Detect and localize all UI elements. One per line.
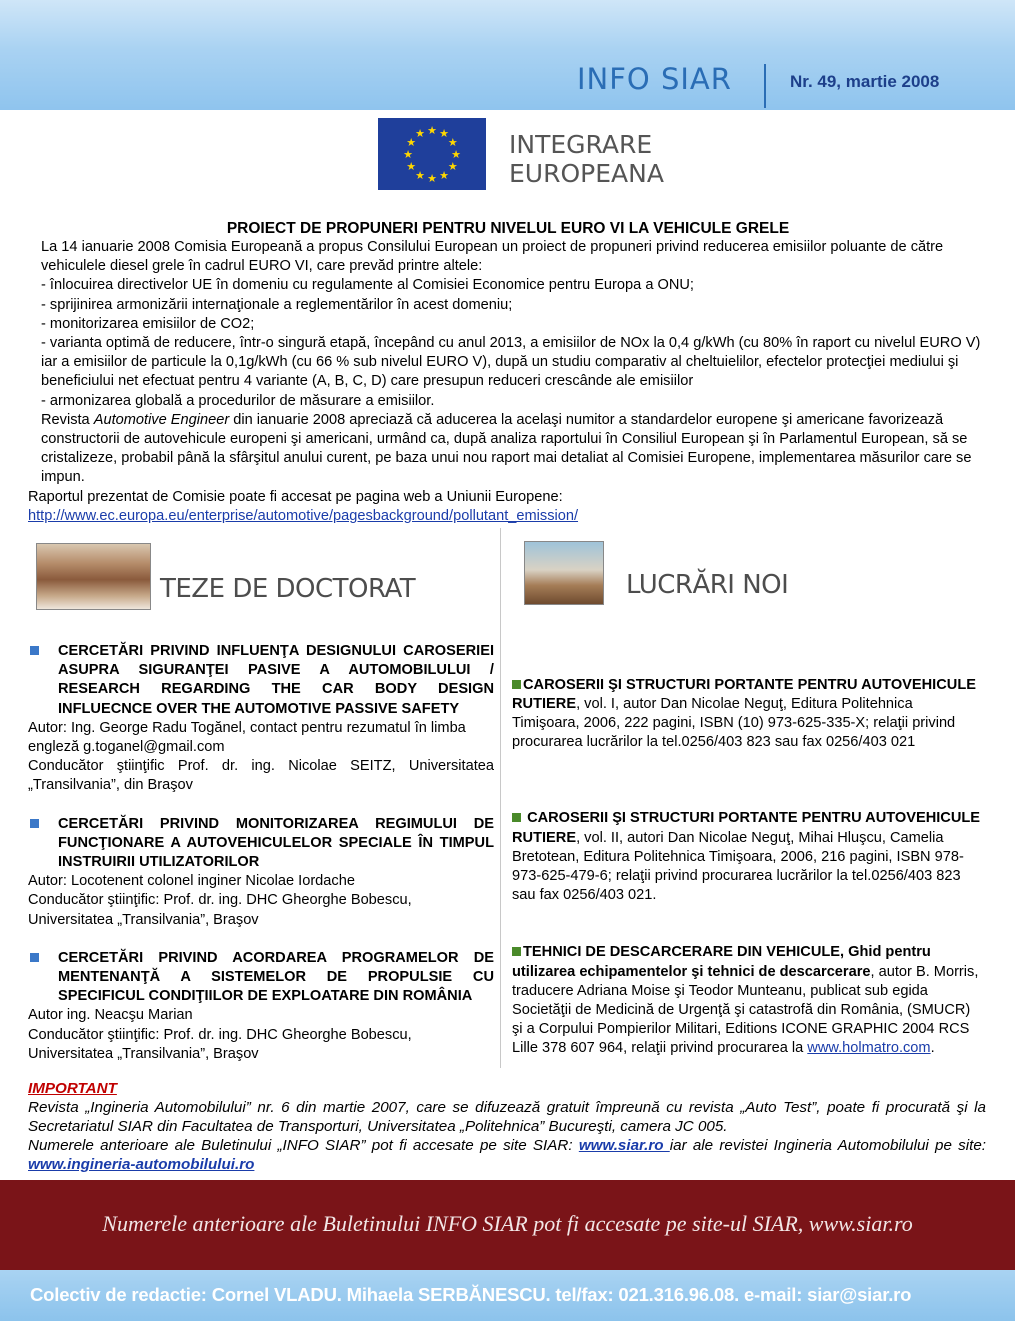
eu-title-line2: EUROPEANA (509, 159, 664, 188)
teze-item (28, 949, 494, 1064)
eu-flag-icon (378, 118, 486, 190)
teze-item-title: CERCETĂRI PRIVIND INFLUENŢA DESIGNULUI CAROSERIEI ASUPRA SIGURANŢEI PASIVE A AUTOMOBILULUI / RESEARCH REGARDING THE CAR BODY DESIGN INFLUECNCE OVER THE AUTOMOTIVE PASSIVE SAFETY (58, 643, 494, 717)
article-bullet: - sprijinirea armonizării internaţionale a reglementărilor în acest domeniu; (41, 296, 513, 313)
eu-star-icon: ★ (447, 161, 458, 173)
siar-link[interactable]: www.siar.ro (578, 1137, 670, 1154)
article-raport: Raportul prezentat de Comisie poate fi accesat pe pagina web a Uniunii Europene: (28, 488, 563, 505)
eu-star-icon: ★ (427, 125, 437, 137)
archive-banner-text: Numerele anterioare ale Buletinului INFO SIAR pot fi accesate pe site-ul SIAR, www.siar.ro (102, 1211, 913, 1236)
bullet-icon (512, 813, 521, 822)
article-bullet: - înlocuirea directivelor UE în domeniu cu regulamente al Comisiei Economice pentru Europa a ONU; (41, 277, 694, 294)
article-bullet: - armonizarea globală a procedurilor de măsurare a emisiilor. (41, 392, 435, 409)
issue-number: Nr. 49, martie 2008 (790, 72, 940, 91)
eu-star-icon: ★ (439, 169, 449, 182)
teze-item-advisor: Conducător ştiinţific Prof. dr. ing. Nicolae SEITZ, Universitatea „Transilvania”, din Braşov (28, 758, 494, 794)
teze-item-title: CERCETĂRI PRIVIND MONITORIZAREA REGIMULUI DE FUNCŢIONARE A AUTOVEHICULELOR SPECIALE ÎN TIMPUL INSTRUIRII UTILIZATORILOR (58, 815, 494, 871)
teze-item-author: Autor: Locotenent colonel inginer Nicolae Iordache (28, 873, 355, 890)
lucrari-item-details: , vol. I, autor Dan Nicolae Neguţ, Editura Politehnica Timişoara, 2006, 222 pagini, ISBN (10) 973-625-335-X; relaţii privind procurarea lucrărilor la tel.0256/403 823 sau fax 0256/403 021 (512, 695, 956, 751)
lucrari-item-title: CAROSERII ŞI STRUCTURI PORTANTE PENTRU AUTOVEHICULE RUTIERE (512, 810, 981, 846)
bullet-icon (512, 947, 521, 956)
holmatro-link[interactable]: www.holmatro.com (807, 1040, 931, 1057)
lucrari-item-end: . (930, 1040, 935, 1057)
lucrari-item (512, 943, 982, 1058)
eu-star-icon: ★ (447, 137, 458, 149)
eu-star-icon: ★ (406, 137, 417, 149)
teze-item-author: Autor: Ing. George Radu Togănel, contact pentru rezumatul în limba engleză g.toganel@gmail.com (28, 719, 466, 756)
important-paragraph: Revista „Ingineria Automobilului” nr. 6 din martie 2007, care se difuzează gratuit împreună cu revista „Auto Test”, poate fi procurată şi la Secretariatul SIAR din Facultatea de Transporturi, Universitatea „Politehnica” Bucureşti, camera JC 005. (28, 1099, 986, 1135)
eu-star-icon: ★ (427, 173, 437, 185)
lucrari-item-details: , vol. II, autori Dan Nicolae Neguţ, Mihai Hluşcu, Camelia Bretotean, Editura Politehnica Timişoara, 2006, 216 pagini, ISBN 978-973-625-479-6; relaţii privind procurarea lucrărilor la tel.0256/403 823 sau fax 0256/403 021. (512, 829, 964, 904)
lucrari-item-title: TEHNICI DE DESCARCERARE DIN VEHICULE, Ghid pentru utilizarea echipamentelor şi tehnici de descarcerare (512, 944, 931, 980)
section-title-teze: TEZE DE DOCTORAT (160, 574, 416, 604)
section-title-eu (509, 130, 664, 188)
teze-item (28, 642, 494, 796)
lucrari-item (512, 676, 982, 753)
eu-star-icon: ★ (451, 149, 461, 161)
header-band (0, 0, 1015, 110)
bullet-icon (30, 953, 39, 962)
important-label: IMPORTANT (28, 1080, 117, 1097)
article-bullet: - monitorizarea emisiilor de CO2; (41, 315, 255, 332)
article (28, 220, 988, 526)
footer-text: Colectiv de redactie: Cornel VLADU. Mihaela SERBĂNESCU. tel/fax: 021.316.96.08. e-mail: siar@siar.ro (30, 1284, 912, 1305)
revista-pre: Revista (41, 411, 94, 428)
article-link[interactable]: http://www.ec.europa.eu/enterprise/automotive/pagesbackground/pollutant_emission/ (28, 507, 579, 524)
article-title: PROIECT DE PROPUNERI PENTRU NIVELUL EURO VI LA VEHICULE GRELE (226, 220, 790, 237)
eu-star-icon: ★ (415, 128, 425, 141)
teze-item (28, 815, 494, 930)
section-title-lucrari: LUCRĂRI NOI (626, 570, 789, 600)
column-divider (500, 528, 501, 1068)
open-book-image (524, 541, 604, 605)
brand-title: INFO SIAR (577, 62, 732, 96)
lucrari-item (512, 809, 982, 905)
books-image (36, 543, 151, 610)
revista-post: din ianuarie 2008 apreciază că aducerea la acelaşi numitor a standardelor europene şi americane favorizează constructorii de autovehicule europeni şi americani, urmând ca, după analiza raportului în Consiliul European şi în Parlamentul European, să se cristalizeze, probabil până la sfârşitul anului curent, pe baza unui nou raport mai detaliat al Comisiei Europene, implementarea măsurilor care se impun. (41, 411, 972, 486)
article-paragraph: La 14 ianuarie 2008 Comisia Europeană a propus Consilului European un proiect de propuneri privind reducerea emisiilor poluante de către vehiculele diesel grele în cadrul EURO VI, care prevăd printre altele: (41, 239, 944, 275)
important-paragraph-2 (28, 1136, 986, 1174)
eu-title-line1: INTEGRARE (509, 130, 653, 159)
teze-item-author: Autor ing. Neacşu Marian (28, 1007, 193, 1024)
eu-star-icon: ★ (439, 128, 449, 141)
teze-item-advisor: Conducător ştiinţific: Prof. dr. ing. DHC Gheorghe Bobescu, Universitatea „Transilvania”, Braşov (28, 892, 412, 928)
bullet-icon (30, 819, 39, 828)
footer-band (0, 1270, 1015, 1321)
ingineria-link[interactable]: www.ingineria-automobilului.ro (28, 1156, 255, 1173)
teze-item-advisor: Conducător ştiinţific: Prof. dr. ing. DHC Gheorghe Bobescu, Universitatea „Transilvania”, Braşov (28, 1026, 412, 1062)
important-text: iar ale revistei Ingineria Automobilului pe site: (669, 1137, 986, 1154)
bullet-icon (512, 680, 521, 689)
important-text: Numerele anterioare ale Buletinului „INFO SIAR” pot fi accesate pe site SIAR: (28, 1137, 579, 1154)
teze-column (28, 642, 494, 1064)
teze-item-title: CERCETĂRI PRIVIND ACORDAREA PROGRAMELOR DE MENTENANŢĂ A SISTEMELOR DE PROPULSIE CU SPECIFICUL CONDIŢIILOR DE EXPLOATARE DIN ROMÂNIA (58, 949, 494, 1005)
bullet-icon (30, 646, 39, 655)
important-notice (28, 1079, 986, 1174)
archive-banner (0, 1180, 1015, 1270)
header-separator (764, 64, 766, 108)
lucrari-column (512, 661, 982, 1073)
eu-star-icon: ★ (415, 169, 425, 182)
lucrari-item-title: CAROSERII ŞI STRUCTURI PORTANTE PENTRU AUTOVEHICULE RUTIERE (512, 676, 976, 712)
revista-name: Automotive Engineer (93, 411, 230, 428)
article-bullet: - varianta optimă de reducere, într-o singură etapă, începând cu anul 2013, a emisiilor de NOx la 0,4 g/kWh (cu 80% în raport cu nivelul EURO V) iar a emisiilor de particule la 0,1g/kWh (cu 66 % sub nivelul EURO V), după un studiu comparativ al cheltuielilor, efectelor protecţiei mediului şi beneficiului net efectuat pentru 4 variante (A, B, C, D) care presupun reduceri crescânde ale emisiilor (41, 335, 981, 390)
lucrari-item-details: , autor B. Morris, traducere Adriana Moise şi Teodor Munteanu, publicat sub egida Societăţii de Medicină de Urgenţă şi catastrofă din România, (SMUCR) şi a Corpului Pompierilor Militari, Editions ICONE GRAPHIC 2004 RCS Lille 378 607 964, relaţii privind procurarea la (512, 963, 979, 1057)
eu-star-icon: ★ (406, 161, 417, 173)
article-revista-paragraph (28, 411, 988, 488)
eu-star-icon: ★ (403, 149, 413, 161)
